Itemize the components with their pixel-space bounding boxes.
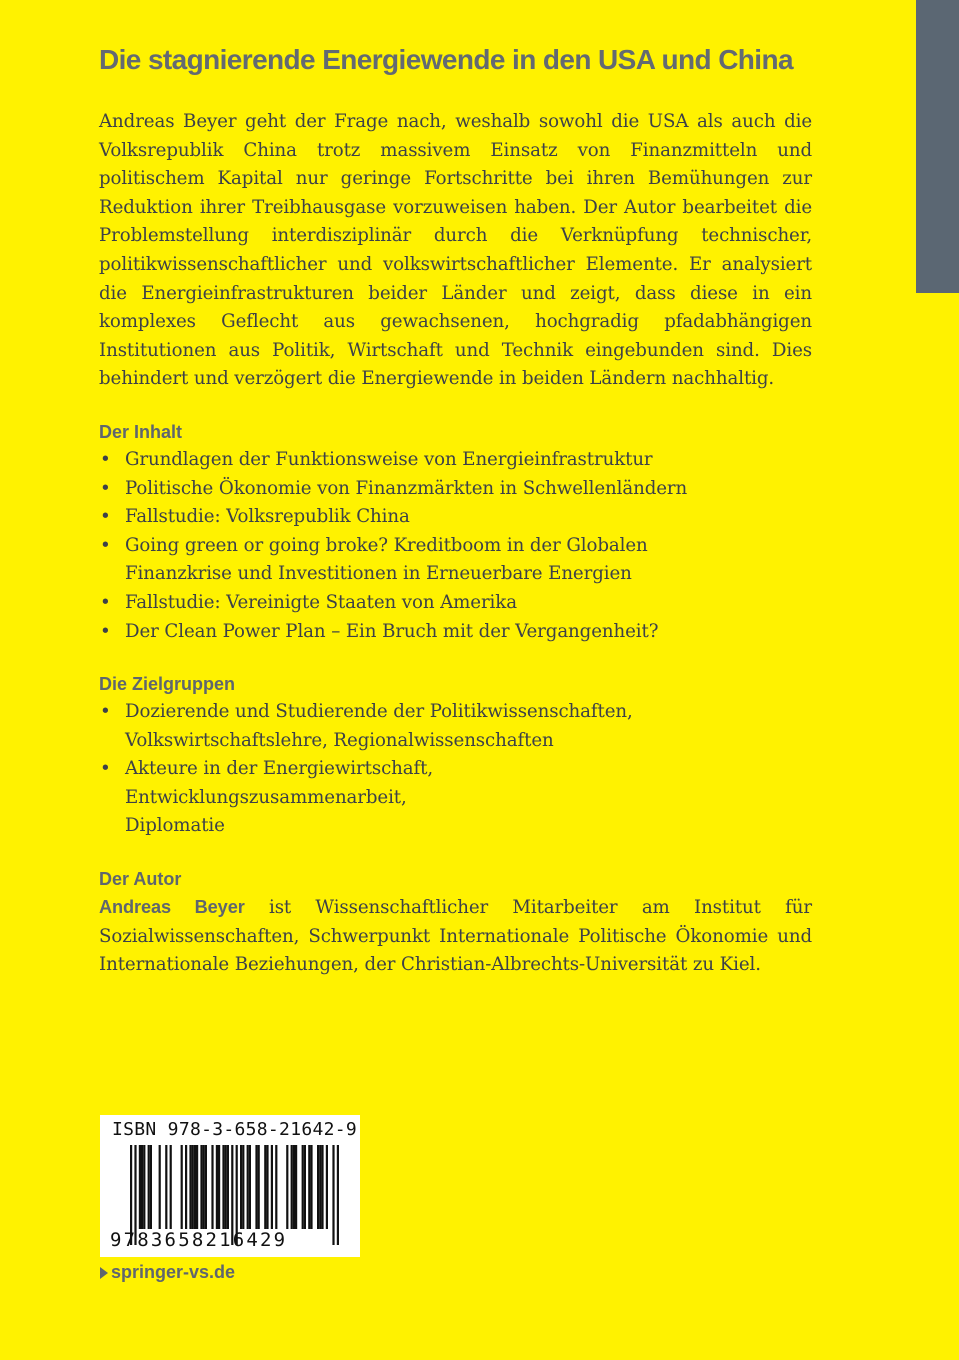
barcode-bar	[165, 1145, 167, 1229]
barcode-bar	[310, 1145, 312, 1229]
barcode-bar	[222, 1145, 224, 1229]
barcode-bar	[185, 1145, 187, 1229]
barcode-bar	[302, 1145, 304, 1229]
publisher-url: springer-vs.de	[111, 1262, 236, 1282]
list-item: • Akteure in der Energiewirtschaft, Entwicklungszusammenarbeit, Diplomatie	[99, 755, 812, 841]
inhalt-heading: Der Inhalt	[99, 421, 183, 442]
barcode-bar	[192, 1145, 194, 1229]
isbn-barcode	[100, 1115, 360, 1257]
barcode-bar	[249, 1145, 251, 1229]
barcode-bar	[159, 1145, 161, 1229]
barcode-bar	[189, 1145, 191, 1229]
author-bio-text: ist Wissenschaftlicher Mitarbeiter am Institut für Sozialwissenschaften, Schwerpunkt Internationale Politische Ökonomie und Internationale Beziehungen, der Christian-Albrechts-Universität zu Kiel.	[99, 897, 812, 976]
barcode-bar	[211, 1145, 213, 1229]
back-cover-content	[99, 108, 812, 980]
arrow-right-icon	[100, 1267, 108, 1279]
barcode-bar	[240, 1145, 242, 1229]
barcode-bar	[264, 1145, 266, 1229]
barcode-bar	[216, 1145, 218, 1229]
isbn-label: ISBN 978-3-658-21642-9	[112, 1119, 358, 1140]
ean-digits: 9783658216429	[110, 1229, 288, 1251]
barcode-bar	[326, 1145, 328, 1229]
list-item: • Fallstudie: Vereinigte Staaten von Amerika	[99, 589, 812, 618]
barcode-bar	[337, 1145, 339, 1245]
barcode-bar	[308, 1145, 310, 1229]
barcode-bar	[143, 1145, 145, 1229]
list-item: • Politische Ökonomie von Finanzmärkten in Schwellenländern	[99, 475, 812, 504]
barcode-bar	[181, 1145, 183, 1229]
barcode-bar	[196, 1145, 198, 1229]
side-color-tab	[916, 0, 959, 293]
list-item: • Fallstudie: Volksrepublik China	[99, 503, 812, 532]
autor-heading: Der Autor	[99, 869, 182, 890]
barcode-bar	[148, 1145, 150, 1229]
barcode-bar	[203, 1145, 205, 1229]
barcode-bar	[286, 1145, 288, 1229]
barcode-bar	[225, 1145, 227, 1229]
intro-paragraph: Andreas Beyer geht der Frage nach, weshalb sowohl die USA als auch die Volksrepublik China trotz massivem Einsatz von Finanzmitteln und politischem Kapital nur geringe Fortschritte bei ihren Bemühungen zur Reduktion ihrer Treibhausgase vorzuweisen haben. Der Autor bearbeitet die Problemstellung interdisziplinär durch die Verknüpfung technischer, politikwissenschaftlicher und volkswirtschaftlicher Elemente. Er analysiert die Energieinfrastrukturen beider Länder und zeigt, dass diese in ein komplexes Geflecht aus gewachsenen, hochgradig pfadabhängigen Institutionen aus Politik, Wirtschaft und Technik eingebunden sind. Dies behindert und verzögert die Energiewende in beiden Ländern nachhaltig.	[99, 111, 812, 390]
zielgruppen-heading: Die Zielgruppen	[99, 674, 236, 695]
list-item: • Going green or going broke? Kreditboom in der Globalen Finanzkrise und Investitionen in Erneuerbare Energien	[99, 532, 812, 589]
barcode-bar	[266, 1145, 268, 1229]
zielgruppen-list	[99, 698, 812, 841]
list-item: • Dozierende und Studierende der Politikwissenschaften, Volkswirtschaftslehre, Regionalwissenschaften	[99, 698, 812, 755]
barcode-bar	[295, 1145, 297, 1229]
publisher-link[interactable]	[100, 1262, 235, 1283]
barcode-bar	[227, 1145, 229, 1229]
barcode-bar	[271, 1145, 273, 1229]
barcode-bar	[275, 1145, 277, 1229]
author-name: Andreas Beyer	[99, 897, 245, 918]
barcode-bar	[139, 1145, 141, 1229]
barcode-bar	[258, 1145, 260, 1229]
barcode-bar	[247, 1145, 249, 1229]
barcode-bar	[205, 1145, 207, 1229]
inhalt-list	[99, 446, 812, 646]
barcode-bar	[150, 1145, 152, 1229]
barcode-bar	[141, 1145, 143, 1229]
barcode-bar	[321, 1145, 323, 1229]
book-title: Die stagnierende Energiewende in den USA und China	[99, 44, 793, 75]
barcode-bar	[218, 1145, 220, 1229]
barcode-bar	[304, 1145, 306, 1229]
barcode-bar	[291, 1145, 293, 1229]
list-item: • Grundlagen der Funktionsweise von Energieinfrastruktur	[99, 446, 812, 475]
author-bio	[99, 893, 812, 980]
barcode-bar	[200, 1145, 202, 1229]
barcode-bar	[317, 1145, 319, 1229]
barcode-bar	[255, 1145, 257, 1229]
barcode-bar	[293, 1145, 295, 1229]
barcode-bar	[332, 1145, 334, 1245]
barcode-bar	[194, 1145, 196, 1229]
barcode-bar	[319, 1145, 321, 1229]
barcode-bar	[242, 1145, 244, 1229]
barcode-bar	[170, 1145, 172, 1229]
list-item: • Der Clean Power Plan – Ein Bruch mit der Vergangenheit?	[99, 618, 812, 647]
